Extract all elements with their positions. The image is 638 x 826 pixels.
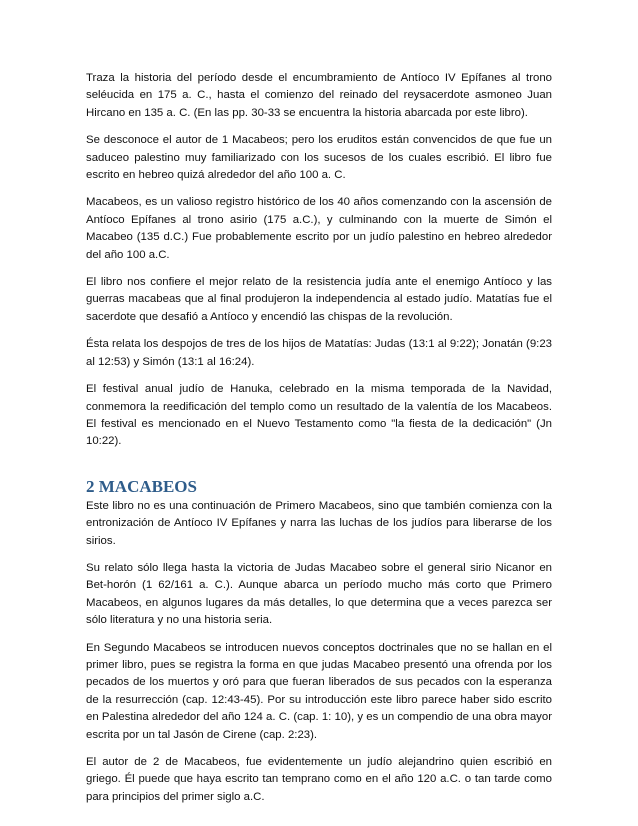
paragraph-period-history: Traza la historia del período desde el encumbramiento de Antíoco IV Epífanes al trono seléucida en 175 a. C., hasta el comienzo del reinado del reysacerdote asmoneo Juan Hircano en 135 a. C. (En las pp. 30-33 se encuentra la historia abarcada por este libro). xyxy=(86,72,552,119)
paragraph-sons-of-matatias: Ésta relata los despojos de tres de los hijos de Matatías: Judas (13:1 al 9:22); Jonatán (9:23 al 12:53) y Simón (13:1 al 16:24). xyxy=(86,338,552,368)
paragraph-2mac-author: El autor de 2 de Macabeos, fue evidentemente un judío alejandrino quien escribió en griego. Él puede que haya escrito tan temprano como en el año 120 a.C. o tan tarde como para principios del primer siglo a.C. xyxy=(86,756,552,803)
paragraph-historical-record: Macabeos, es un valioso registro histórico de los 40 años comenzando con la ascensión de Antíoco Epífanes al trono asirio (175 a.C.), y culminando con la muerte de Simón el Macabeo (135 d.C.) Fue probablemente escrito por un judío palestino en hebreo alrededor del año 100 a.C. xyxy=(86,196,552,261)
paragraph-2mac-scope: Su relato sólo llega hasta la victoria de Judas Macabeo sobre el general sirio Nicanor en Bet-horón (1 62/161 a. C.). Aunque abarca un período mucho más corto que Primero Macabeos, en algunos lugares da más detalles, lo que determina que a veces parezca ser sólo literatura y no una historia seria. xyxy=(86,561,552,627)
paragraph-jewish-resistance: El libro nos confiere el mejor relato de la resistencia judía ante el enemigo Antíoco y las guerras macabeas que al final produjeron la independencia al estado judío. Matatías fue el sacerdote que desafió a Antíoco y encendió las chispas de la revolución. xyxy=(86,276,552,323)
paragraph-2mac-doctrines: En Segundo Macabeos se introducen nuevos conceptos doctrinales que no se hallan en el primer libro, pues se registra la forma en que judas Macabeo presentó una ofrenda por los pecados de los muertos y oró para que fueran liberados de sus pecados con la esperanza de la resurrección (cap. 12:43-45). Por su introducción este libro parece haber sido escrito en Palestina alrededor del año 124 a. C. (cap. 1: 10), y es un compendio de una obra mayor escrita por un tal Jasón de Cirene (cap. 2:23). xyxy=(86,641,552,741)
paragraph-2mac-continuation: Este libro no es una continuación de Primero Macabeos, sino que también comienza con la entronización de Antíoco IV Epífanes y narra las luchas de los judíos para liberarse de los sirios. xyxy=(86,499,552,547)
section-heading-2-macabeos: 2 MACABEOS xyxy=(86,476,197,496)
paragraph-author-1-macabeos: Se desconoce el autor de 1 Macabeos; pero los eruditos están convencidos de que fue un saduceo palestino muy familiarizado con los sucesos de los cuales escribió. El libro fue escrito en hebreo quizá alrededor del año 100 a. C. xyxy=(86,134,552,182)
document-page xyxy=(86,70,552,816)
paragraph-hanuka-festival: El festival anual judío de Hanuka, celebrado en la misma temporada de la Navidad, conmemora la reedificación del templo como un resultado de la valentía de los Macabeos. El festival es mencionado en el Nuevo Testamento como "la fiesta de la dedicación" (Jn 10:22). xyxy=(86,383,552,448)
